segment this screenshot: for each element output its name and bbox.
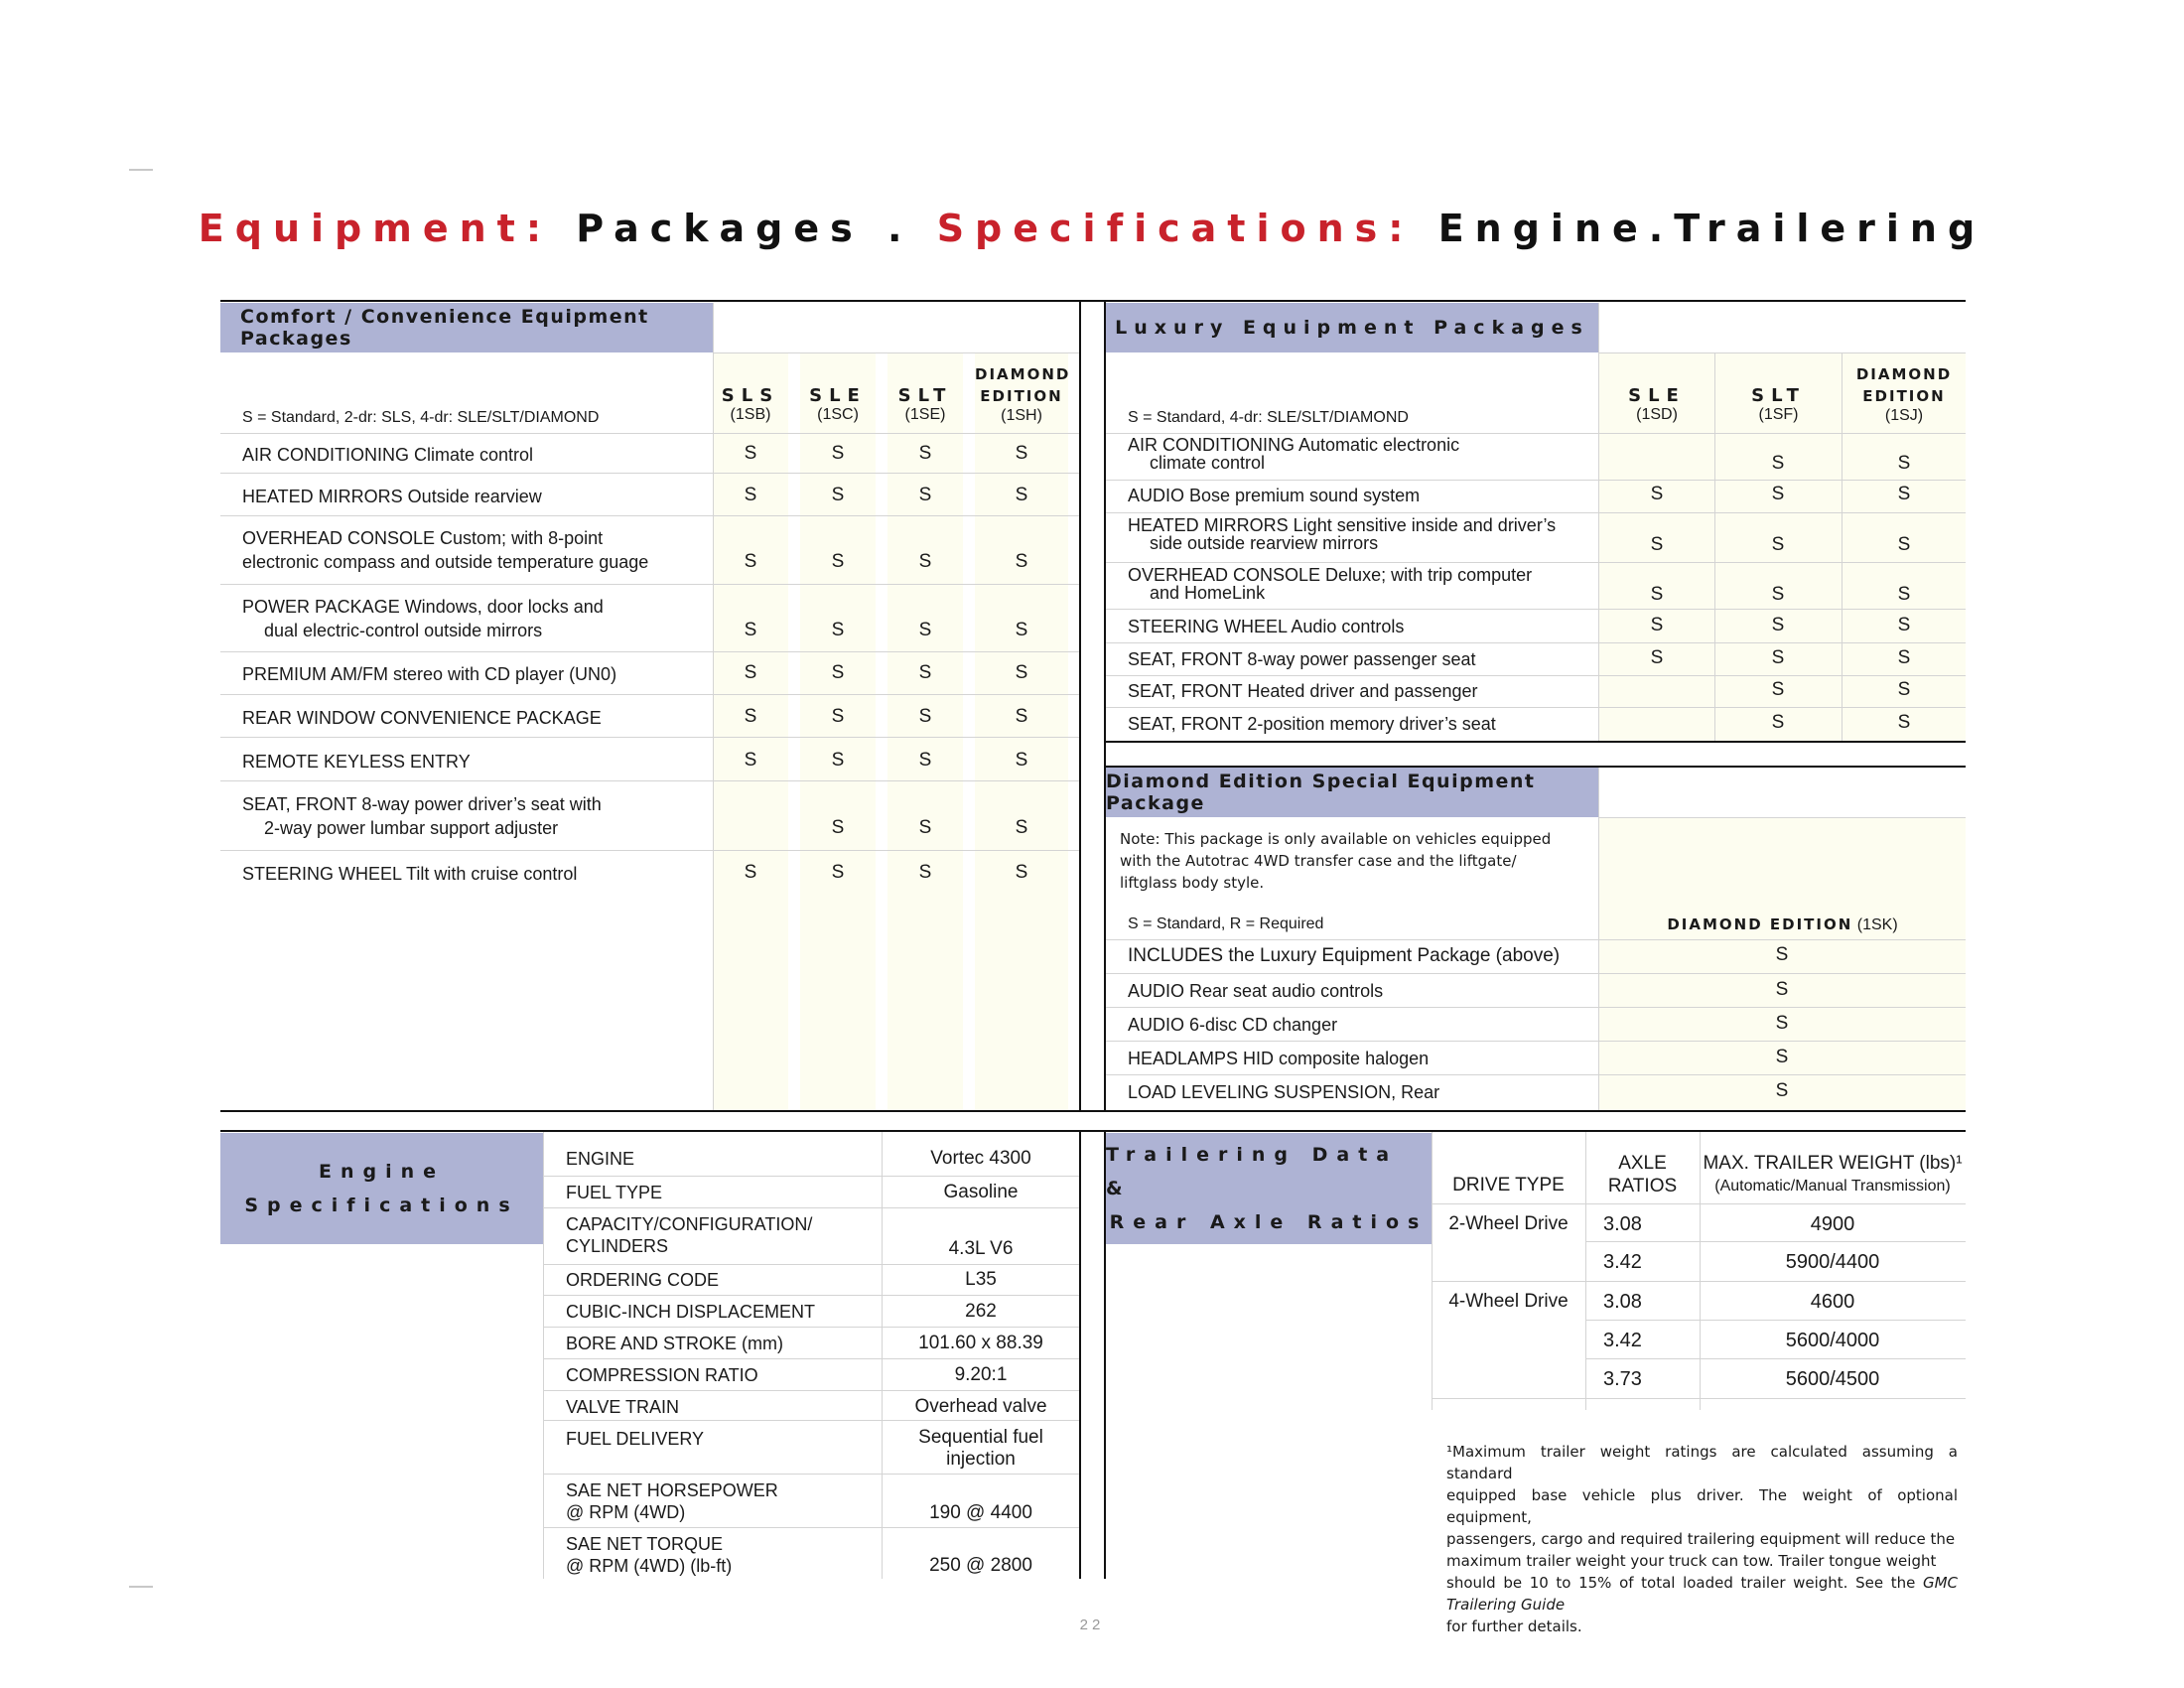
title-specifications: Specifications: [936,207,1415,250]
col-luxury-sle: SLE (1SD) [1628,385,1686,423]
top-rule [220,300,1966,302]
center-divider-top-2 [1104,300,1106,1112]
title-engine-trailering: Engine.Trailering [1437,207,1986,250]
title-packages: Packages [576,207,864,250]
comfort-header: Comfort / Convenience Equipment Packages [220,303,713,352]
diamond-legend: S = Standard, R = Required [1128,915,1324,932]
row-rule [220,433,1079,434]
mid-rule-bottom [220,1130,1966,1132]
col-slt: SLT (1SE) [897,385,953,423]
title-dot: . [887,207,913,250]
col-sle: SLE (1SC) [809,385,867,423]
column-bg-slt [887,353,963,1110]
comfort-legend: S = Standard, 2-dr: SLS, 4-dr: SLE/SLT/DIAMOND [242,409,600,426]
column-bg-diamond [975,353,1071,1110]
diamond-note: Note: This package is only available on vehicles equipped with the Autotrac 4WD transfer case and the liftgate/ liftglass body style. [1120,830,1552,892]
luxury-legend: S = Standard, 4-dr: SLE/SLT/DIAMOND [1128,409,1409,426]
page-title [0,207,2184,250]
engine-header: Engine Specifications [220,1133,543,1244]
trailering-header: Trailering Data & Rear Axle Ratios [1106,1133,1432,1244]
col-diamond: DIAMOND EDITION (1SH) [975,365,1071,424]
margin-tick-top [129,169,153,171]
trailering-footnote: ¹Maximum trailer weight ratings are calculated assuming a standard equipped base vehicle plus driver. The weight of optional equipment, passengers, cargo and required trailering equipment will reduce the maximum trailer weight your truck can tow. Trailer tongue weight should be 10 to 15% of total loaded trailer weight. See the GMC Trailering Guide for further details. [1446,1443,1958,1635]
col-axle-ratios: AXLE RATIOS [1607,1153,1678,1196]
title-equipment: Equipment: [198,207,553,250]
col-drive-type: DRIVE TYPE [1452,1175,1565,1196]
col-luxury-diamond: DIAMOND EDITION (1SJ) [1855,365,1953,424]
col-max-trailer-weight: MAX. TRAILER WEIGHT (lbs)¹ (Automatic/Manual Transmission) [1703,1153,1963,1195]
col-diamond-1sk: DIAMOND EDITION (1SK) [1667,915,1898,933]
mid-rule-top [220,1110,1966,1112]
column-bg-sls [713,353,788,1110]
col-luxury-slt: SLT (1SF) [1751,385,1806,423]
margin-tick-bottom [129,1586,153,1588]
center-divider-top [1079,300,1081,1112]
header-underline [713,352,1079,353]
luxury-header: Luxury Equipment Packages [1106,303,1598,352]
diamond-header: Diamond Edition Special Equipment Package [1106,768,1598,817]
col-sls: SLS (1SB) [721,385,780,423]
page-number: 22 [1079,1617,1105,1633]
column-bg-sle [800,353,876,1110]
